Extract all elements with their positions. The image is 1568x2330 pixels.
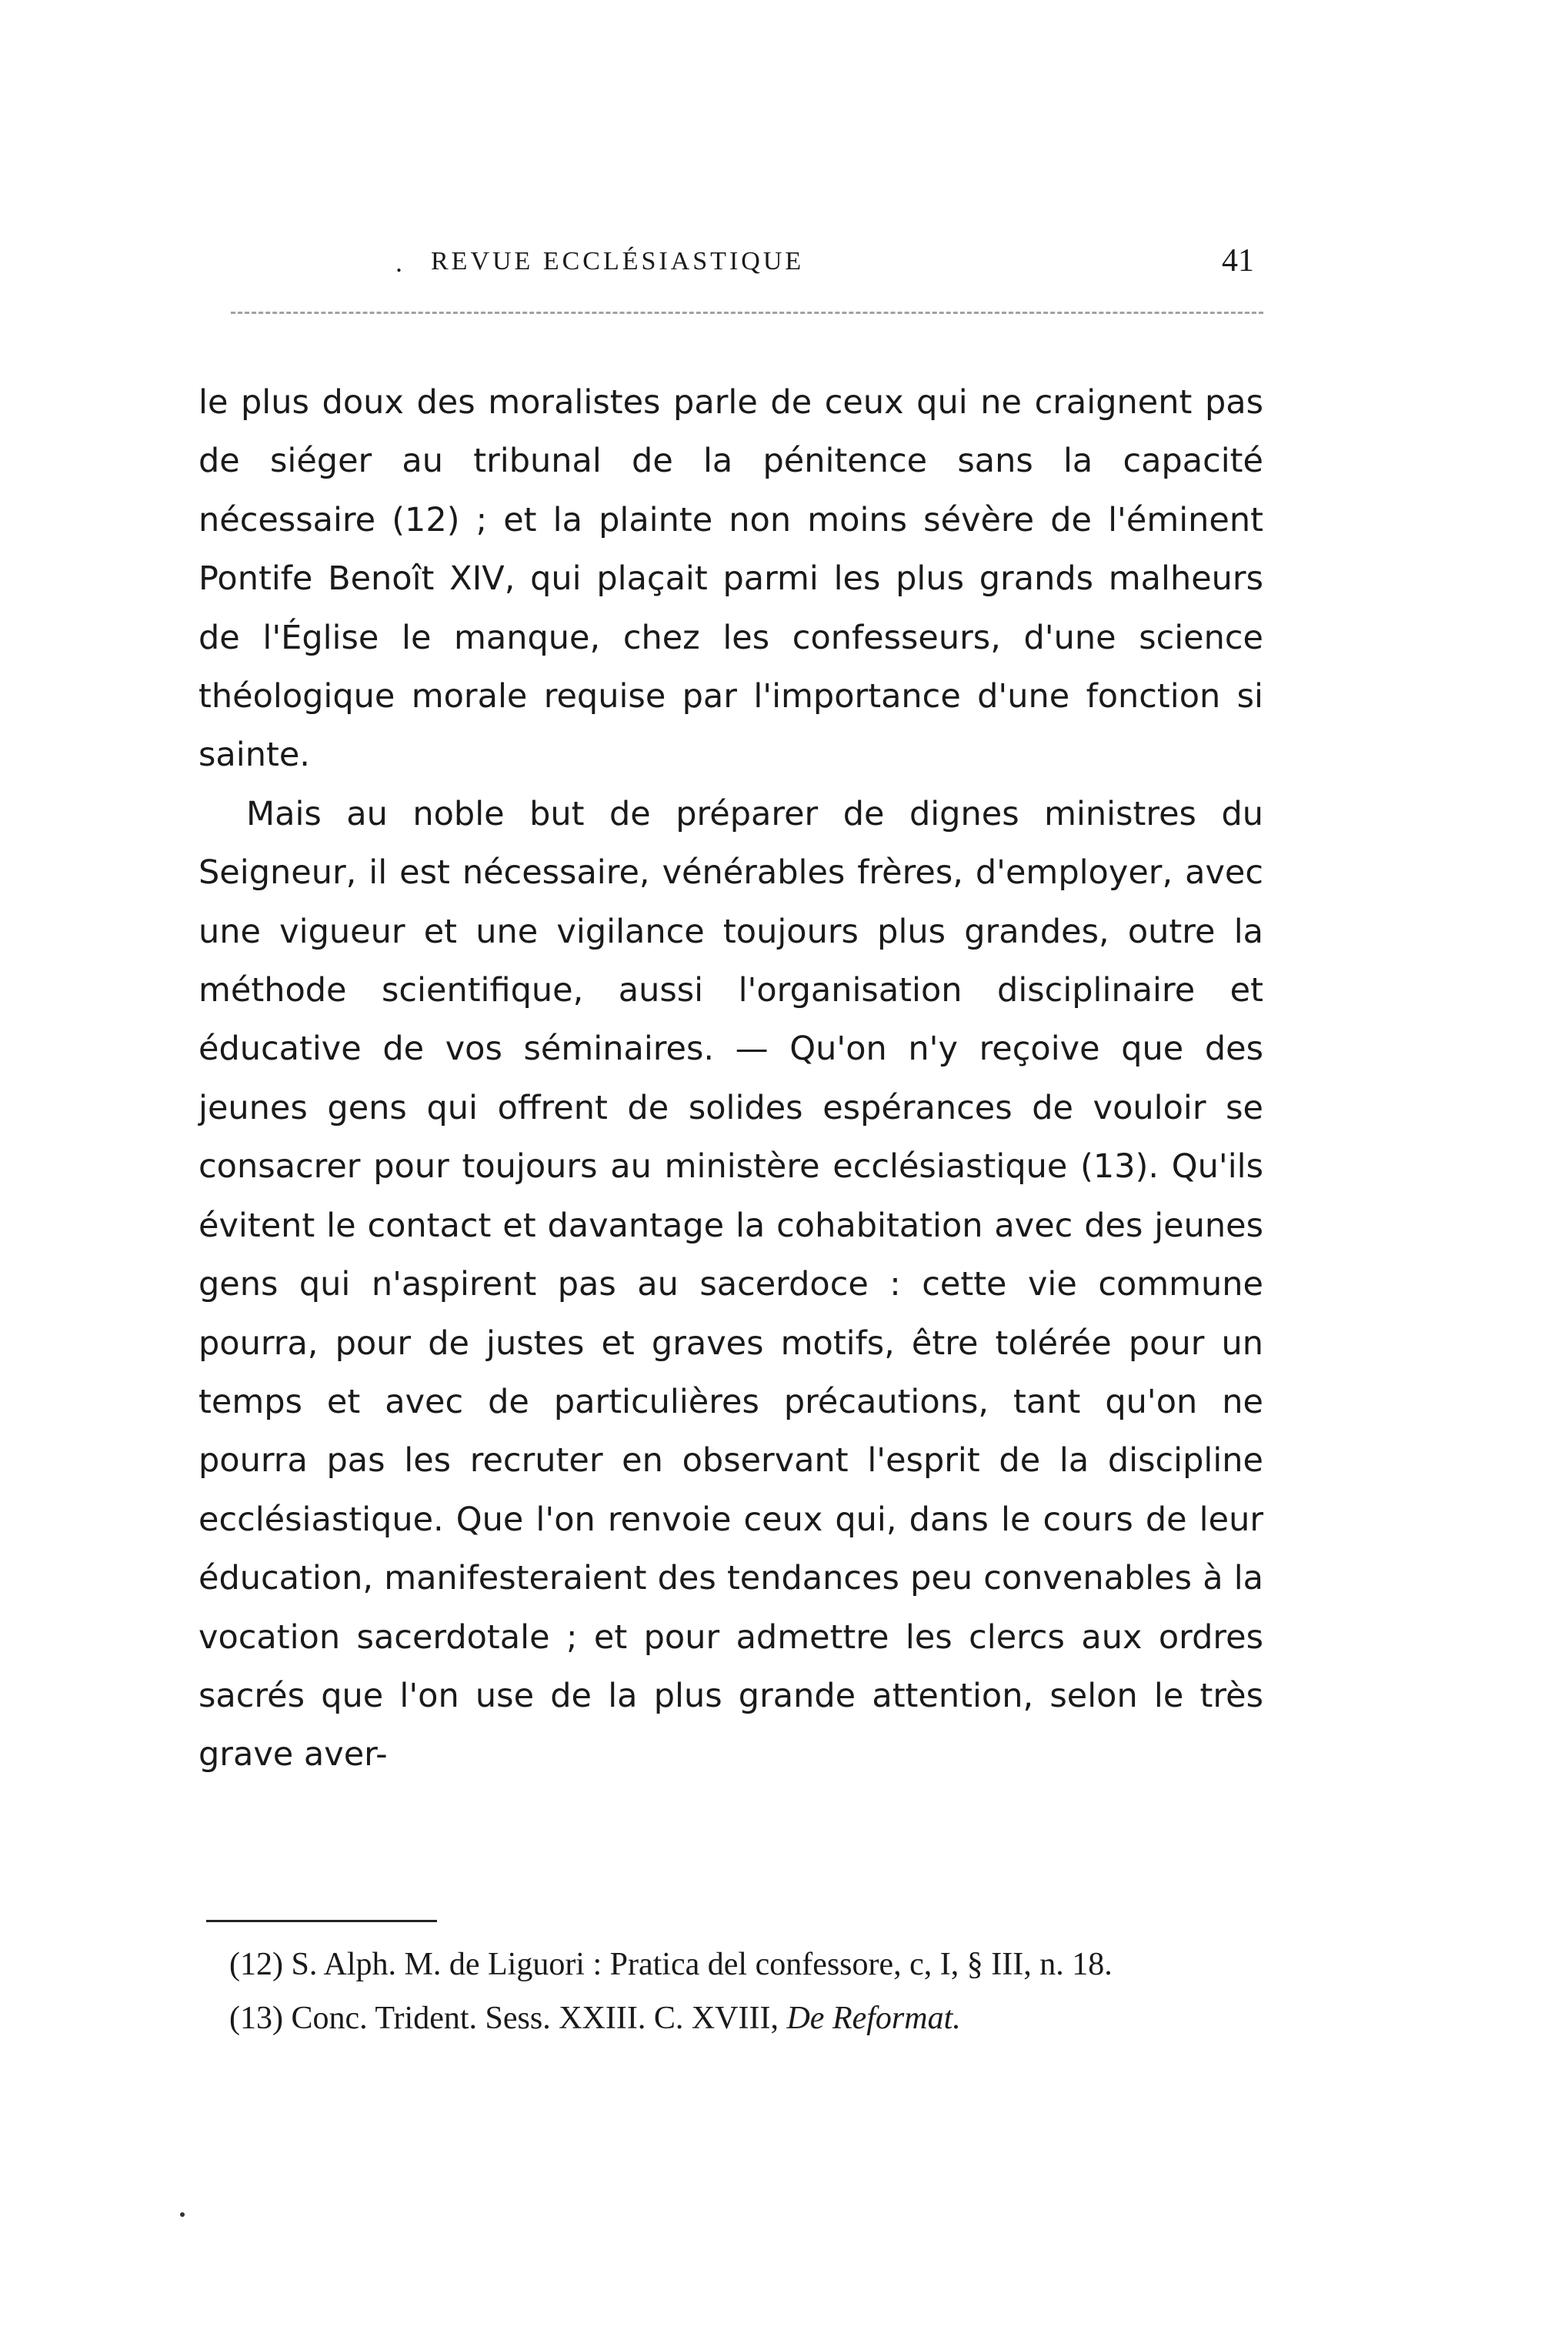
footnotes [202, 1941, 1263, 2048]
header-rule [231, 312, 1263, 314]
footnote-rule [206, 1920, 437, 1922]
body-text [199, 373, 1263, 1784]
running-head: REVUE ECCLÉSIASTIQUE [431, 247, 805, 275]
page-number: 41 [1222, 243, 1254, 279]
footnote-13-title: De Reformat. [786, 2001, 961, 2036]
footnote-13 [202, 1995, 1263, 2042]
footnote-12-text: (12) S. Alph. M. de Liguori : Pratica del confessore, c, I, § III, n. 18. [229, 1947, 1113, 1982]
paragraph-1: le plus doux des moralistes parle de ceux qui ne craignent pas de siéger au tribunal de la pénitence sans la capacité nécessaire (12) ; et la plainte non moins sévère de l'éminent Pontife Benoît XIV, qui plaçait parmi les plus grands malheurs de l'Église le manque, chez les confesseurs, d'une science théologique morale requise par l'importance d'une fonction si sainte. [199, 383, 1263, 775]
header-dot: . [395, 247, 402, 278]
page-header [0, 245, 1568, 283]
stray-ink-mark [180, 2212, 185, 2217]
footnote-13-text: (13) Conc. Trident. Sess. XXIII. C. XVIII, [229, 2001, 787, 2036]
footnote-12 [202, 1941, 1263, 1988]
paragraph-2: Mais au noble but de préparer de dignes ministres du Seigneur, il est nécessaire, vénérables frères, d'employer, avec une vigueur et une vigilance toujours plus grandes, outre la méthode scientifique, aussi l'organisation disciplinaire et éducative de vos séminaires. — Qu'on n'y reçoive que des jeunes gens qui offrent de solides espérances de vouloir se consacrer pour toujours au ministère ecclésiastique (13). Qu'ils évitent le contact et davantage la cohabitation avec des jeunes gens qui n'aspirent pas au sacerdoce : cette vie commune pourra, pour de justes et graves motifs, être tolérée pour un temps et avec de particulières précautions, tant qu'on ne pourra pas les recruter en observant l'esprit de la discipline ecclésiastique. Que l'on renvoie ceux qui, dans le cours de leur éducation, manifesteraient des tendances peu convenables à la vocation sacerdotale ; et pour admettre les clercs aux ordres sacrés que l'on use de la plus grande attention, selon le très grave aver- [199, 794, 1263, 1774]
